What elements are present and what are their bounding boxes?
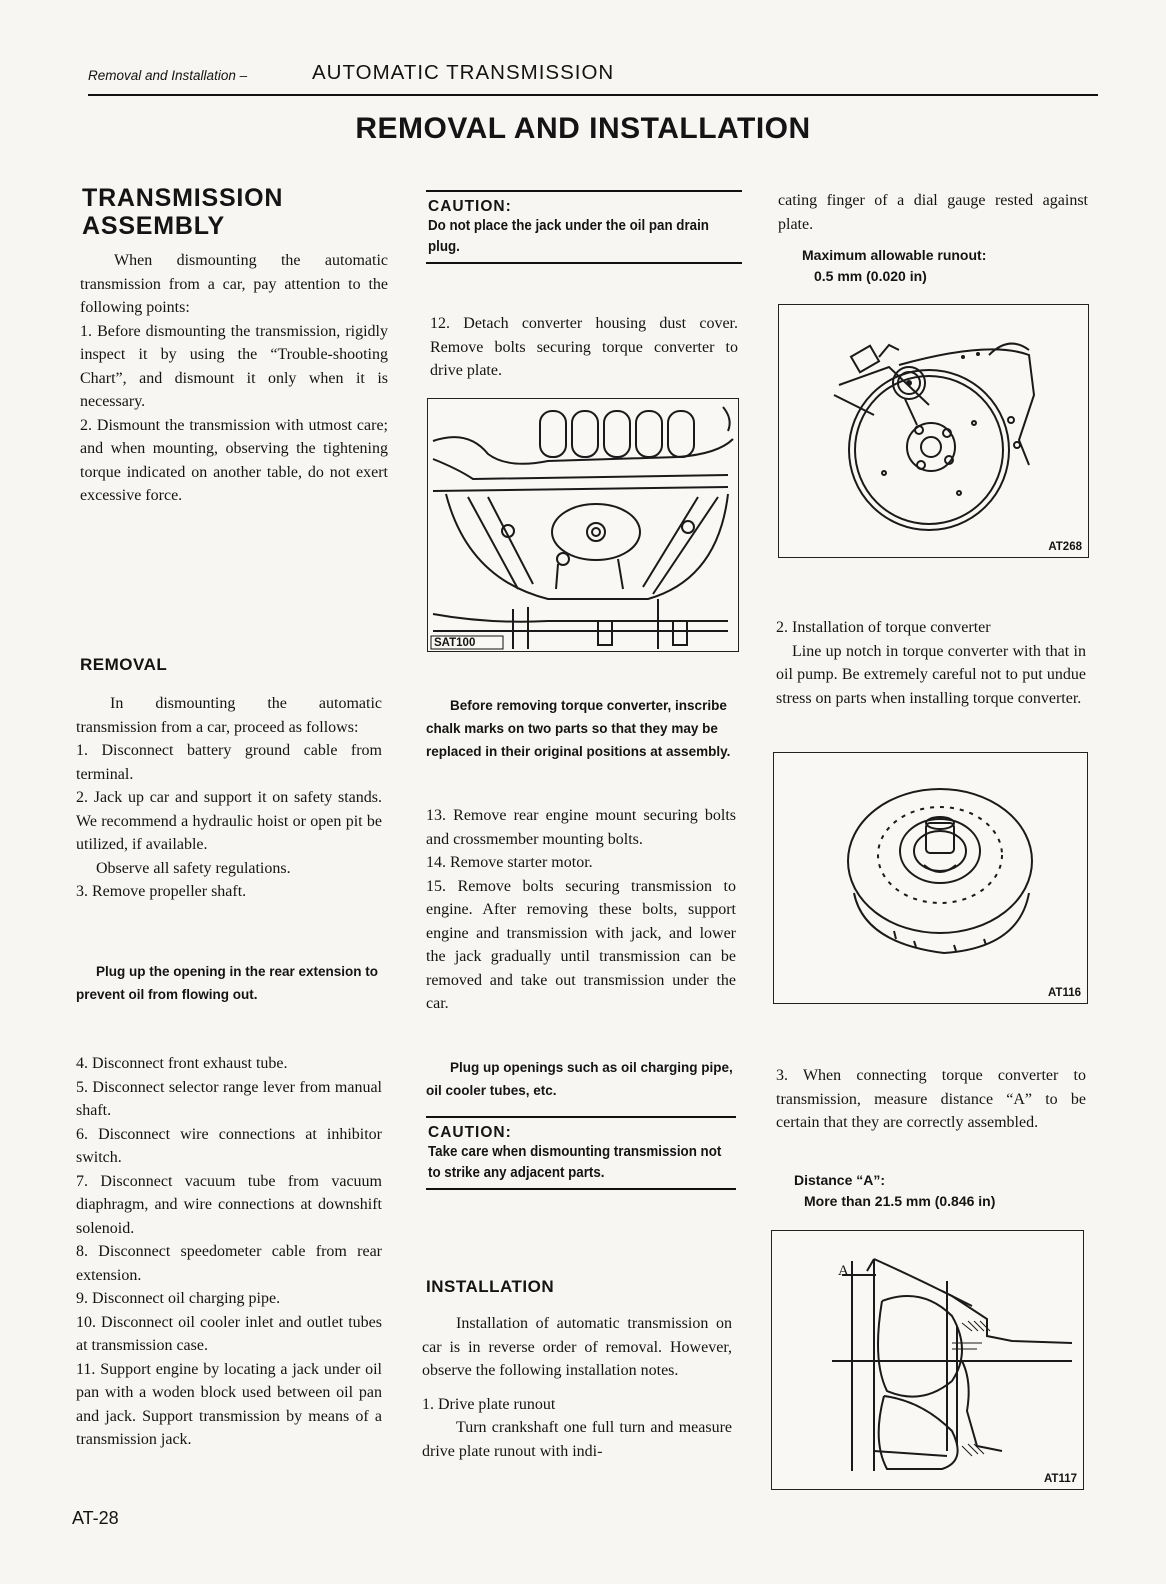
figure-label-at268: AT268 [1048,541,1082,553]
removal-step-2-note: Observe all safety regulations. [96,859,291,877]
plug-note-text: Plug up the opening in the rear extension to prevent oil from flowing out. [76,964,379,1002]
intro-block [80,249,388,508]
removal-step-9: 9. Disconnect oil charging pipe. [76,1290,281,1307]
installation-item-1-text: Turn crankshaft one full turn and measure drive plate runout with indi- [422,1419,732,1460]
removal-step-6: 6. Disconnect wire connections at inhibitor switch. [76,1125,382,1166]
caution-1-title: CAUTION: [428,198,512,215]
removal-steps-c [426,804,736,1016]
caution-box-1 [426,190,742,264]
removal-steps-b [76,1052,382,1452]
caution-2-text: Take care when dismounting transmission not to strike any adjacent parts. [428,1144,722,1181]
installation-item-3: 3. When connecting torque converter to transmission, measure distance “A” to be certain that they are correctly assembled. [776,1067,1086,1131]
removal-step-1: 1. Disconnect battery ground cable from terminal. [76,742,382,783]
header-section-big: AUTOMATIC TRANSMISSION [312,61,615,84]
torque-converter-drawing [774,753,1087,1003]
caution-2-title: CAUTION: [428,1124,512,1141]
installation-item-2-text: Line up notch in torque converter with that in oil pump. Be extremely careful not to put undue stress on parts when installing torque converter. [776,642,1086,707]
installation-block-3 [776,1064,1086,1135]
intro-point-1: 1. Before dismounting the transmission, rigidly inspect it by using the “Trouble-shooting Chart”, and dismount it only when it is necessary. [80,322,388,410]
distance-spec-label: Distance “A”: [794,1172,886,1188]
removal-intro: In dismounting the automatic transmission from a car, proceed as follows: [76,695,382,736]
installation-item-2: 2. Installation of torque converter [776,619,991,636]
section-heading-line1: TRANSMISSION [82,184,284,212]
running-header [88,62,1098,96]
removal-step-7: 7. Disconnect vacuum tube from vacuum diaphragm, and wire connections at downshift solenoid. [76,1172,382,1237]
runout-continued-text: cating finger of a dial gauge rested against plate. [778,192,1088,233]
plug-note [76,960,382,1006]
distance-spec [794,1170,995,1212]
figure-converter-housing [427,398,739,652]
runout-spec [802,245,986,287]
removal-step-8: 8. Disconnect speedometer cable from rear extension. [76,1243,382,1284]
section-heading-line2: ASSEMBLY [82,212,226,240]
figure-label-at116: AT116 [1047,987,1081,999]
removal-steps-a [76,692,382,904]
removal-step-13: 13. Remove rear engine mount securing bolts and crossmember mounting bolts. [426,807,736,848]
caution-box-2 [426,1116,736,1190]
chalk-note [426,694,736,763]
intro-point-2: 2. Dismount the transmission with utmost care; and when mounting, observing the tightening torque indicated on another table, do not exert excessive force. [80,416,388,504]
distance-a-letter: A [838,1263,849,1279]
caution-1-text: Do not place the jack under the oil pan drain plug. [428,218,709,255]
header-section-small: Removal and Installation – [88,68,248,83]
removal-step-4: 4. Disconnect front exhaust tube. [76,1055,288,1072]
intro-text: When dismounting the automatic transmission from a car, pay attention to the following points: [80,252,388,316]
page-number: AT-28 [72,1508,119,1528]
distance-spec-value: More than 21.5 mm (0.846 in) [804,1193,996,1209]
step-12-block [430,312,738,383]
removal-step-15: 15. Remove bolts securing transmission to engine. After removing these bolts, support engine and transmission with jack, and lower the jack gradually until transmission can be removed and take out transmission under the car. [426,877,736,1012]
runout-spec-value: 0.5 mm (0.020 in) [814,268,927,284]
figure-label-at117: AT117 [1043,1473,1077,1485]
figure-distance-a [771,1230,1084,1490]
page-title: REMOVAL AND INSTALLATION [355,112,811,145]
removal-step-14: 14. Remove starter motor. [426,854,593,871]
converter-housing-drawing [428,399,738,651]
removal-step-3: 3. Remove propeller shaft. [76,883,247,900]
installation-intro: Installation of automatic transmission on car is in reverse order of removal. However, observe the following installation notes. [422,1315,732,1379]
drive-plate-drawing [779,305,1088,557]
column-1 [82,184,392,240]
installation-heading: INSTALLATION [426,1277,555,1296]
figure-label-sat100: SAT100 [434,637,476,649]
removal-step-2: 2. Jack up car and support it on safety stands. We recommend a hydraulic hoist or open pit be utilized, if available. [76,789,382,853]
figure-torque-converter [773,752,1088,1004]
removal-step-12: 12. Detach converter housing dust cover. Remove bolts securing torque converter to drive plate. [430,315,738,379]
runout-cont [778,189,1088,236]
chalk-note-text: Before removing torque converter, inscribe chalk marks on two parts so that they may be replaced in their original positions at assembly. [426,698,731,759]
plug-note-2 [426,1056,736,1102]
figure-drive-plate-runout [778,304,1089,558]
distance-a-drawing [772,1231,1083,1489]
removal-step-10: 10. Disconnect oil cooler inlet and outlet tubes at transmission case. [76,1313,382,1354]
installation-block [422,1312,732,1463]
installation-block-2 [776,616,1086,710]
removal-step-11: 11. Support engine by locating a jack under oil pan with a woden block used between oil pan and jack. Support transmission by means of a transmission jack. [76,1360,382,1448]
removal-step-5: 5. Disconnect selector range lever from manual shaft. [76,1078,382,1119]
runout-spec-label: Maximum allowable runout: [802,247,987,263]
plug-note-2-text: Plug up openings such as oil charging pipe, oil cooler tubes, etc. [426,1060,733,1098]
installation-item-1: 1. Drive plate runout [422,1395,556,1413]
removal-heading: REMOVAL [80,655,168,674]
